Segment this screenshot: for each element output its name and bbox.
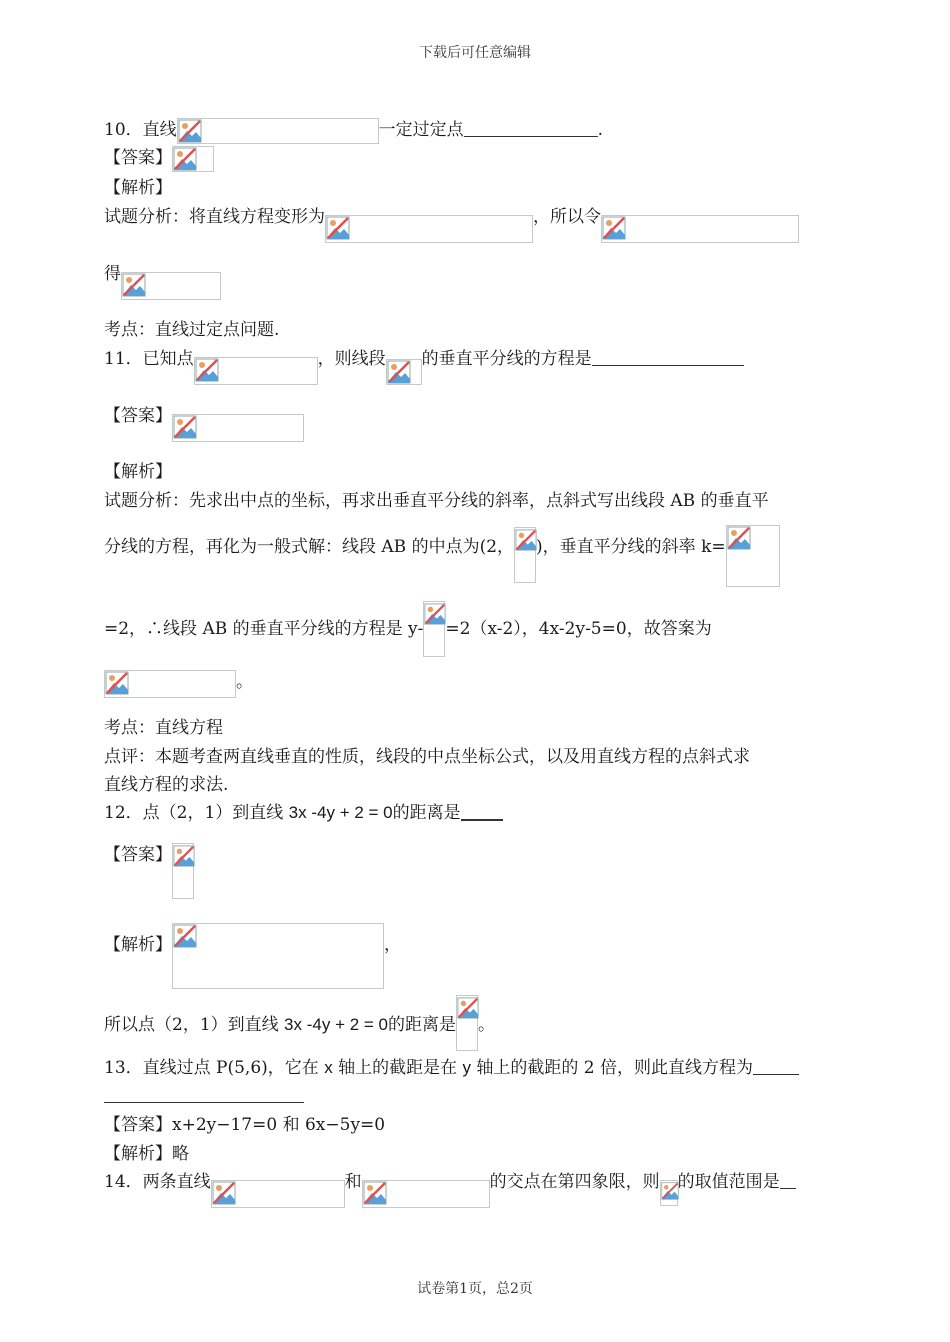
formula-image bbox=[660, 1180, 678, 1206]
q12-question bbox=[104, 801, 503, 825]
broken-image-icon bbox=[122, 273, 146, 297]
answer-blank bbox=[464, 118, 598, 137]
formula-image bbox=[172, 414, 304, 442]
broken-image-icon bbox=[173, 844, 195, 868]
conclusion-text: 所以点（2，1）到直线 bbox=[104, 1015, 285, 1035]
broken-image-icon bbox=[173, 924, 197, 948]
page-footer: 试卷第1页，总2页 bbox=[417, 1281, 533, 1297]
conclusion-text: 的距离是 bbox=[388, 1015, 456, 1035]
page-header: 下载后可任意编辑 bbox=[419, 45, 531, 61]
q13-text: 13．直线过点 P(5,6)，它在 bbox=[104, 1058, 325, 1078]
q11-analysis-p4 bbox=[104, 670, 253, 698]
broken-image-icon bbox=[515, 528, 537, 552]
formula-image bbox=[362, 1180, 490, 1208]
q11-end: 的垂直平分线的方程是 bbox=[421, 349, 592, 369]
q12-conclusion bbox=[104, 1013, 495, 1051]
q13-analysis: 【解析】略 bbox=[104, 1144, 189, 1164]
formula-image bbox=[177, 118, 379, 144]
q11-prefix: 11．已知点 bbox=[104, 349, 194, 369]
q13-text: 轴上的截距的 2 倍，则此直线方程为 bbox=[471, 1058, 754, 1078]
q11-pingping-2: 直线方程的求法. bbox=[104, 775, 229, 795]
answer-blank bbox=[780, 1170, 796, 1189]
q13-text: 轴上的截距是在 bbox=[332, 1058, 463, 1078]
q14-end: 的取值范围是 bbox=[677, 1172, 780, 1192]
q12-end: 的距离是 bbox=[392, 803, 461, 823]
q11-kaodian: 考点：直线方程 bbox=[104, 718, 223, 738]
formula-image bbox=[386, 359, 422, 385]
q11-analysis-p3 bbox=[104, 617, 712, 657]
formula-image bbox=[325, 215, 533, 243]
broken-image-icon bbox=[387, 360, 411, 384]
answer-blank bbox=[753, 1056, 799, 1075]
q14-he: 和 bbox=[344, 1172, 362, 1192]
formula-image bbox=[514, 527, 536, 583]
formula-image bbox=[456, 995, 478, 1051]
analysis-text: ， bbox=[384, 935, 401, 955]
q13-question bbox=[104, 1056, 799, 1080]
broken-image-icon bbox=[661, 1181, 679, 1201]
formula-image bbox=[121, 272, 221, 300]
equation-text: 3x -4y + 2 = 0 bbox=[284, 1015, 388, 1034]
broken-image-icon bbox=[212, 1181, 236, 1205]
q10-result bbox=[104, 262, 221, 300]
broken-image-icon bbox=[727, 526, 751, 550]
q11-analysis-p2 bbox=[104, 535, 780, 587]
answer-blank bbox=[592, 347, 744, 366]
formula-image bbox=[601, 215, 799, 243]
analysis-text: =2，∴线段 AB 的垂直平分线的方程是 y- bbox=[104, 619, 424, 639]
q10-analysis bbox=[104, 205, 799, 243]
formula-image bbox=[172, 146, 214, 172]
broken-image-icon bbox=[173, 147, 197, 171]
broken-image-icon bbox=[602, 216, 626, 240]
broken-image-icon bbox=[326, 216, 350, 240]
q10-answer bbox=[104, 146, 214, 172]
formula-image bbox=[172, 923, 384, 989]
analysis-text: 。 bbox=[236, 672, 253, 692]
q10-prefix: 10．直线 bbox=[104, 120, 177, 140]
de-text: 得 bbox=[104, 264, 121, 284]
formula-image bbox=[211, 1180, 345, 1208]
broken-image-icon bbox=[195, 358, 219, 382]
q11-pingping-1: 点评：本题考查两直线垂直的性质，线段的中点坐标公式，以及用直线方程的点斜式求 bbox=[104, 747, 750, 767]
q11-question bbox=[104, 347, 744, 385]
answer-label: 【答案】 bbox=[104, 845, 172, 865]
analysis-text: )，垂直平分线的斜率 k= bbox=[536, 537, 726, 557]
equation-text: 3x -4y + 2 = 0 bbox=[288, 803, 393, 822]
conclusion-text: 。 bbox=[478, 1015, 495, 1035]
analysis-text: =2（x-2），4x-2y-5=0，故答案为 bbox=[445, 619, 712, 639]
answer-label: 【答案】 bbox=[104, 148, 172, 168]
answer-blank-continuation bbox=[104, 1102, 304, 1103]
broken-image-icon bbox=[457, 996, 479, 1020]
q13-answer: 【答案】x+2y−17=0 和 6x−5y=0 bbox=[104, 1115, 386, 1135]
formula-image bbox=[172, 843, 194, 899]
analysis-text: ，所以令 bbox=[533, 207, 601, 227]
broken-image-icon bbox=[178, 119, 202, 143]
analysis-label: 【解析】 bbox=[104, 935, 172, 955]
formula-image bbox=[104, 670, 236, 698]
analysis-text: 分线的方程，再化为一般式解：线段 AB 的中点为(2， bbox=[104, 537, 515, 557]
broken-image-icon bbox=[105, 671, 129, 695]
q10-kaodian: 考点：直线过定点问题. bbox=[104, 320, 280, 340]
q12-answer bbox=[104, 843, 194, 899]
broken-image-icon bbox=[363, 1181, 387, 1205]
q10-analysis-label: 【解析】 bbox=[104, 178, 172, 198]
analysis-text: 试题分析：将直线方程变形为 bbox=[104, 207, 325, 227]
q11-analysis-label: 【解析】 bbox=[104, 462, 172, 482]
q10-middle: 一定过定点 bbox=[378, 120, 464, 140]
q12-analysis bbox=[104, 933, 401, 989]
q11-analysis-p1: 试题分析：先求出中点的坐标，再求出垂直平分线的斜率，点斜式写出线段 AB 的垂直平 bbox=[104, 491, 769, 511]
formula-image bbox=[726, 525, 780, 587]
formula-image bbox=[194, 357, 318, 385]
x-var: x bbox=[324, 1058, 333, 1077]
q10-end: . bbox=[597, 120, 604, 140]
q11-mid: ，则线段 bbox=[317, 349, 386, 369]
answer-label: 【答案】 bbox=[104, 406, 172, 426]
y-var: y bbox=[462, 1058, 471, 1077]
answer-blank bbox=[461, 801, 503, 821]
broken-image-icon bbox=[173, 415, 197, 439]
q14-mid: 的交点在第四象限，则 bbox=[489, 1172, 660, 1192]
q12-prefix: 12．点（2，1）到直线 bbox=[104, 803, 289, 823]
q14-prefix: 14．两条直线 bbox=[104, 1172, 211, 1192]
q10-question bbox=[104, 118, 603, 144]
formula-image bbox=[423, 601, 445, 657]
broken-image-icon bbox=[424, 602, 446, 626]
q14-question bbox=[104, 1170, 796, 1208]
q11-answer bbox=[104, 404, 304, 442]
